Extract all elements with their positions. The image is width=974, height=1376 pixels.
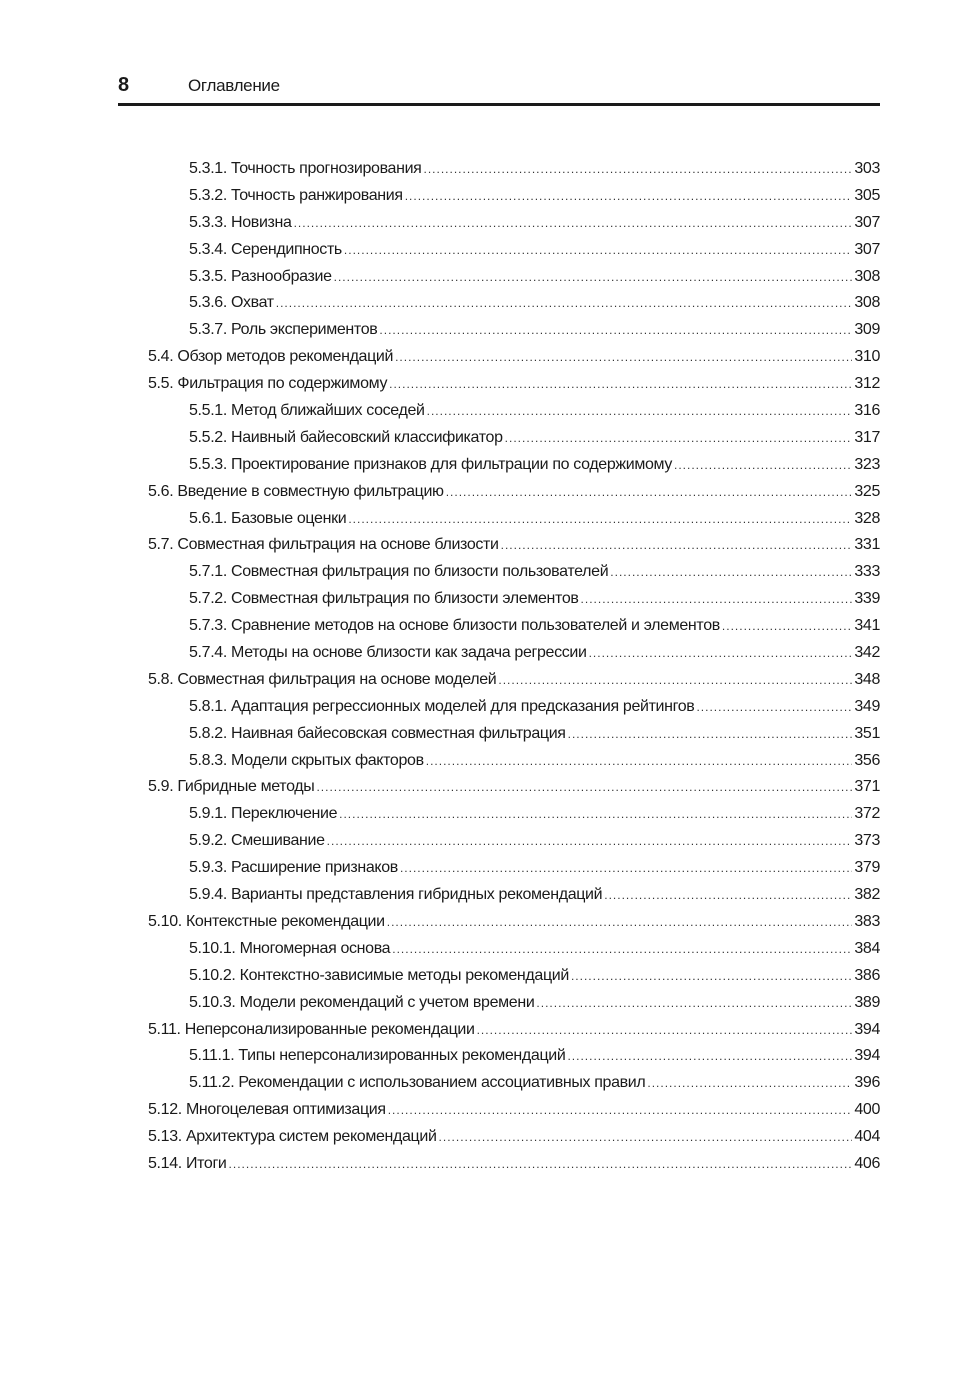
toc-entry[interactable] — [0, 536, 880, 563]
toc-entry-title: Контекстно-зависимые методы рекомендаций — [239, 966, 569, 984]
dot-leader — [581, 592, 853, 606]
toc-entry[interactable] — [0, 805, 880, 832]
toc-entry[interactable] — [0, 590, 880, 617]
toc-entry-title: Новизна — [231, 213, 292, 231]
dot-leader — [696, 700, 852, 714]
toc-entry-page: 379 — [854, 859, 880, 877]
dot-leader — [722, 619, 852, 633]
toc-entry-number: 5.5.2. — [189, 428, 227, 446]
toc-entry-number: 5.3.2. — [189, 186, 227, 204]
toc-entry-title: Многомерная основа — [239, 939, 391, 957]
toc-entry-number: 5.11.2. — [189, 1074, 235, 1092]
toc-entry-title: Переключение — [231, 805, 338, 823]
toc-entry-title: Сравнение методов на основе близости пользователей и элементов — [231, 617, 720, 635]
toc-entry-title: Модели рекомендаций с учетом времени — [239, 993, 535, 1011]
toc-entry-page: 303 — [854, 160, 880, 177]
toc-entry-page: 342 — [854, 644, 880, 662]
dot-leader — [439, 1130, 853, 1144]
toc-entry[interactable] — [0, 456, 880, 483]
dot-leader — [348, 512, 852, 526]
dot-leader — [392, 942, 852, 956]
toc-entry-title: Многоцелевая оптимизация — [185, 1101, 386, 1119]
dot-leader — [426, 754, 853, 768]
toc-entry[interactable] — [0, 1074, 880, 1101]
toc-entry-page: 396 — [854, 1074, 880, 1092]
toc-entry-number: 5.7. — [148, 536, 174, 554]
dot-leader — [610, 565, 852, 579]
toc-entry-title: Рекомендации с использованием ассоциативных правил — [238, 1074, 646, 1092]
toc-entry[interactable] — [0, 698, 880, 725]
toc-entry-title: Проектирование признаков для фильтрации по содержимому — [231, 455, 673, 473]
toc-entry[interactable] — [0, 1021, 880, 1048]
toc-entry[interactable] — [0, 348, 880, 375]
toc-entry-number: 5.8. — [148, 670, 174, 688]
dot-leader — [339, 807, 852, 821]
toc-entry-number: 5.11.1. — [189, 1047, 235, 1065]
toc-entry-page: 312 — [854, 375, 880, 393]
toc-entry-page: 308 — [854, 294, 880, 312]
toc-entry-title: Серендипность — [231, 240, 342, 258]
toc-entry[interactable] — [0, 214, 880, 241]
toc-entry[interactable] — [0, 886, 880, 913]
dot-leader — [405, 189, 853, 203]
toc-entry-number: 5.3.5. — [189, 267, 227, 285]
toc-entry-title: Гибридные методы — [177, 778, 315, 796]
dot-leader — [647, 1076, 852, 1090]
toc-entry[interactable] — [0, 832, 880, 859]
toc-entry-number: 5.9. — [148, 778, 174, 796]
toc-entry[interactable] — [0, 940, 880, 967]
toc-entry-title: Смешивание — [231, 832, 325, 850]
toc-entry-number: 5.9.4. — [189, 886, 227, 904]
toc-entry-number: 5.8.3. — [189, 751, 227, 769]
toc-entry-page: 348 — [854, 670, 880, 688]
toc-entry[interactable] — [0, 429, 880, 456]
toc-entry[interactable] — [0, 160, 880, 187]
toc-entry-page: 316 — [854, 402, 880, 420]
dot-leader — [389, 377, 852, 391]
toc-entry-title: Расширение признаков — [231, 859, 398, 877]
toc-entry-title: Обзор методов рекомендаций — [177, 348, 394, 366]
toc-entry[interactable] — [0, 967, 880, 994]
toc-entry-title: Совместная фильтрация по близости элементов — [231, 590, 579, 608]
dot-leader — [477, 1023, 853, 1037]
toc-entry-page: 400 — [854, 1101, 880, 1119]
toc-entry-page: 328 — [854, 509, 880, 527]
toc-entry-number: 5.11. — [148, 1020, 181, 1038]
toc-entry[interactable] — [0, 617, 880, 644]
toc-entry[interactable] — [0, 725, 880, 752]
toc-entry-number: 5.9.1. — [189, 805, 227, 823]
toc-entry-number: 5.8.1. — [189, 697, 227, 715]
dot-leader — [501, 538, 853, 552]
toc-entry-page: 317 — [854, 428, 880, 446]
toc-entry-number: 5.3.1. — [189, 160, 227, 177]
toc-entry[interactable] — [0, 778, 880, 805]
toc-entry-page: 309 — [854, 321, 880, 339]
toc-entry-page: 325 — [854, 482, 880, 500]
toc-entry-number: 5.7.1. — [189, 563, 227, 581]
toc-entry-title: Фильтрация по содержимому — [177, 375, 388, 393]
toc-entry-title: Охват — [231, 294, 274, 312]
toc-entry-page: 341 — [854, 617, 880, 635]
dot-leader — [379, 323, 852, 337]
dot-leader — [589, 646, 853, 660]
toc-entry-number: 5.10. — [148, 912, 182, 930]
dot-leader — [674, 458, 852, 472]
toc-entry-number: 5.10.2. — [189, 966, 236, 984]
toc-entry-title: Точность прогнозирования — [231, 160, 422, 177]
toc-entry-title: Неперсонализированные рекомендации — [184, 1020, 475, 1038]
dot-leader — [446, 485, 853, 499]
toc-entry-page: 349 — [854, 697, 880, 715]
dot-leader — [344, 243, 852, 257]
toc-entry-title: Архитектура систем рекомендаций — [185, 1128, 437, 1146]
toc-entry-page: 394 — [854, 1047, 880, 1065]
toc-entry-number: 5.4. — [148, 348, 174, 366]
toc-entry-title: Контекстные рекомендации — [185, 912, 385, 930]
toc-entry-title: Адаптация регрессионных моделей для предсказания рейтингов — [231, 697, 695, 715]
toc-entry-number: 5.14. — [148, 1154, 182, 1172]
toc-entry-number: 5.9.2. — [189, 832, 227, 850]
toc-entry[interactable] — [0, 483, 880, 510]
toc-entry-number: 5.7.2. — [189, 590, 227, 608]
dot-leader — [427, 404, 853, 418]
toc-entry-page: 384 — [854, 939, 880, 957]
toc-entry[interactable] — [0, 563, 880, 590]
toc-entry-number: 5.6.1. — [189, 509, 227, 527]
toc-entry-page: 310 — [854, 348, 880, 366]
toc-entry[interactable] — [0, 1047, 880, 1074]
toc-entry-number: 5.3.6. — [189, 294, 227, 312]
toc-entry-title: Метод ближайших соседей — [231, 402, 425, 420]
dot-leader — [276, 296, 853, 310]
toc-entry-number: 5.13. — [148, 1128, 182, 1146]
dot-leader — [395, 350, 852, 364]
toc-entry[interactable] — [0, 187, 880, 214]
table-of-contents — [0, 160, 880, 1182]
toc-entry-page: 339 — [854, 590, 880, 608]
toc-entry[interactable] — [0, 268, 880, 295]
page-number: 8 — [118, 74, 130, 96]
toc-entry[interactable] — [0, 1101, 880, 1128]
toc-entry-title: Совместная фильтрация на основе близости — [177, 536, 499, 554]
toc-entry-page: 373 — [854, 832, 880, 850]
toc-entry-number: 5.9.3. — [189, 859, 227, 877]
toc-entry[interactable] — [0, 644, 880, 671]
toc-entry-page: 308 — [854, 267, 880, 285]
toc-entry-title: Варианты представления гибридных рекомендаций — [231, 886, 603, 904]
toc-entry-page: 389 — [854, 993, 880, 1011]
toc-entry-number: 5.5.1. — [189, 402, 227, 420]
toc-entry-page: 382 — [854, 886, 880, 904]
toc-entry-page: 383 — [854, 912, 880, 930]
toc-entry-title: Итоги — [185, 1154, 227, 1172]
dot-leader — [388, 1103, 853, 1117]
toc-entry-title: Точность ранжирования — [231, 186, 403, 204]
dot-leader — [423, 162, 852, 176]
dot-leader — [505, 431, 853, 445]
toc-entry[interactable] — [0, 294, 880, 321]
dot-leader — [400, 861, 852, 875]
toc-entry-page: 404 — [854, 1128, 880, 1146]
toc-entry[interactable] — [0, 859, 880, 886]
dot-leader — [536, 996, 852, 1010]
toc-entry-title: Базовые оценки — [231, 509, 347, 527]
toc-entry-number: 5.10.1. — [189, 939, 236, 957]
toc-entry[interactable] — [0, 375, 880, 402]
dot-leader — [498, 673, 852, 687]
toc-entry-number: 5.5.3. — [189, 455, 227, 473]
toc-entry-title: Совместная фильтрация на основе моделей — [177, 670, 497, 688]
dot-leader — [229, 1157, 853, 1171]
toc-entry-page: 356 — [854, 751, 880, 769]
toc-entry-number: 5.3.3. — [189, 213, 227, 231]
toc-entry-page: 406 — [854, 1154, 880, 1172]
dot-leader — [334, 270, 853, 284]
toc-entry-page: 305 — [854, 186, 880, 204]
toc-entry[interactable] — [0, 321, 880, 348]
toc-entry-number: 5.8.2. — [189, 724, 227, 742]
toc-entry-title: Введение в совместную фильтрацию — [177, 482, 444, 500]
toc-entry-title: Разнообразие — [231, 267, 332, 285]
toc-entry-page: 333 — [854, 563, 880, 581]
toc-entry-title: Наивная байесовская совместная фильтрация — [231, 724, 566, 742]
toc-entry-page: 331 — [854, 536, 880, 554]
toc-entry-title: Методы на основе близости как задача регрессии — [231, 644, 587, 662]
toc-entry[interactable] — [0, 913, 880, 940]
toc-entry[interactable] — [0, 1155, 880, 1182]
toc-entry-number: 5.3.7. — [189, 321, 227, 339]
header-title: Оглавление — [188, 76, 280, 95]
toc-entry[interactable] — [0, 510, 880, 537]
toc-entry[interactable] — [0, 671, 880, 698]
toc-entry-page: 323 — [854, 455, 880, 473]
dot-leader — [567, 1049, 852, 1063]
toc-entry-number: 5.7.4. — [189, 644, 227, 662]
toc-entry[interactable] — [0, 752, 880, 779]
toc-entry-number: 5.5. — [148, 375, 174, 393]
toc-entry[interactable] — [0, 994, 880, 1021]
toc-entry-page: 371 — [854, 778, 880, 796]
toc-entry-page: 394 — [854, 1020, 880, 1038]
dot-leader — [294, 216, 853, 230]
toc-entry-page: 307 — [854, 240, 880, 258]
dot-leader — [604, 888, 852, 902]
dot-leader — [571, 969, 852, 983]
toc-entry-number: 5.7.3. — [189, 617, 227, 635]
toc-entry-title: Наивный байесовский классификатор — [231, 428, 503, 446]
dot-leader — [387, 915, 853, 929]
toc-entry-title: Модели скрытых факторов — [231, 751, 424, 769]
toc-entry-page: 386 — [854, 966, 880, 984]
toc-entry-title: Роль экспериментов — [231, 321, 378, 339]
toc-entry-number: 5.6. — [148, 482, 174, 500]
toc-entry-page: 351 — [854, 724, 880, 742]
toc-entry-number: 5.3.4. — [189, 240, 227, 258]
toc-entry-title: Совместная фильтрация по близости пользователей — [231, 563, 609, 581]
dot-leader — [327, 834, 853, 848]
toc-entry-title: Типы неперсонализированных рекомендаций — [238, 1047, 566, 1065]
toc-entry[interactable] — [0, 402, 880, 429]
toc-entry[interactable] — [0, 241, 880, 268]
toc-entry[interactable] — [0, 1128, 880, 1155]
dot-leader — [568, 727, 853, 741]
running-header — [118, 74, 880, 106]
toc-entry-page: 307 — [854, 213, 880, 231]
toc-entry-page: 372 — [854, 805, 880, 823]
toc-entry-number: 5.12. — [148, 1101, 182, 1119]
toc-entry-number: 5.10.3. — [189, 993, 236, 1011]
dot-leader — [316, 780, 852, 794]
